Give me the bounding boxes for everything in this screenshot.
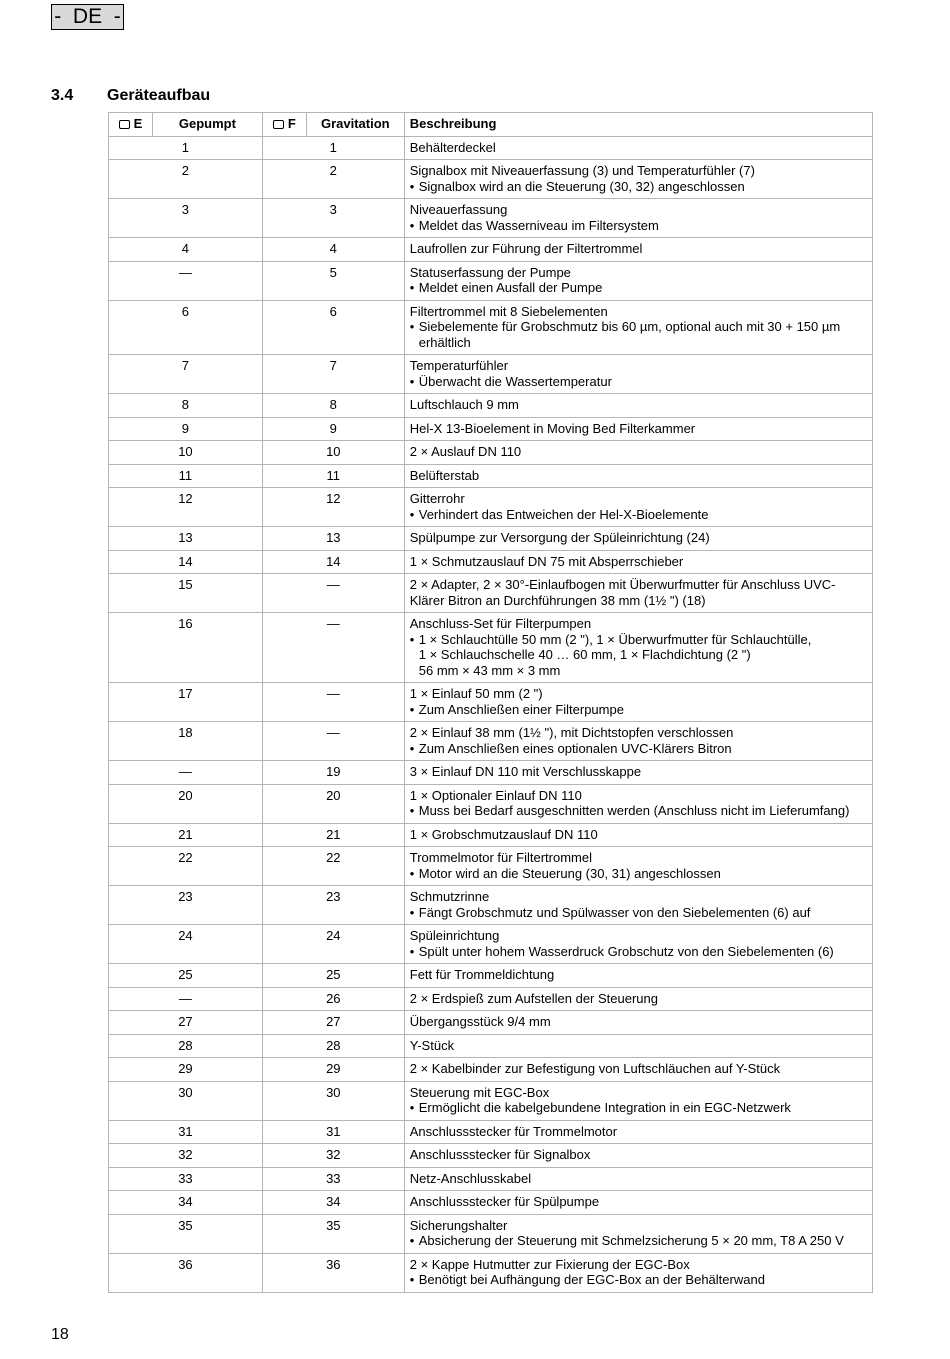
description-line: 2 × Erdspieß zum Aufstellen der Steuerung — [409, 990, 658, 1006]
bullet-text: Benötigt bei Aufhängung der EGC-Box an der Behälterwand — [418, 1272, 765, 1287]
table-header-row — [109, 113, 873, 137]
table-row — [109, 823, 873, 847]
cell-gepumpt: 15 — [109, 574, 263, 613]
table-row — [109, 441, 873, 465]
table-row — [109, 847, 873, 886]
cell-gepumpt: 4 — [109, 238, 263, 262]
table-row — [109, 1144, 873, 1168]
bullet-line — [410, 944, 867, 960]
cell-beschreibung — [404, 683, 872, 722]
cell-beschreibung — [404, 761, 872, 785]
description-line: Spülpumpe zur Versorgung der Spüleinrichtung (24) — [409, 530, 710, 545]
cell-gepumpt: 27 — [109, 1011, 263, 1035]
description-line: Y-Stück — [409, 1037, 455, 1053]
description-line: Steuerung mit EGC-Box — [409, 1084, 550, 1100]
description-line: 2 × Auslauf DN 110 — [409, 444, 522, 459]
header-gepumpt: Gepumpt — [152, 113, 262, 137]
description-line: Anschlussstecker für Signalbox — [409, 1147, 591, 1162]
cell-gravitation: 19 — [262, 761, 404, 785]
cell-beschreibung — [404, 613, 872, 683]
cell-beschreibung — [404, 464, 872, 488]
description-line: Statuserfassung der Pumpe — [409, 264, 571, 280]
cell-gepumpt: 29 — [109, 1058, 263, 1082]
cell-gepumpt: 33 — [109, 1167, 263, 1191]
cell-beschreibung — [404, 355, 872, 394]
description-line: 2 × Adapter, 2 × 30°-Einlaufbogen mit Überwurfmutter für Anschluss UVC- — [409, 577, 836, 592]
cell-gravitation: 29 — [262, 1058, 404, 1082]
table-row — [109, 464, 873, 488]
table-row — [109, 1058, 873, 1082]
cell-gepumpt: — — [109, 261, 263, 300]
description-line: Gitterrohr — [409, 491, 465, 506]
cell-gravitation: 21 — [262, 823, 404, 847]
cell-beschreibung — [404, 238, 872, 262]
table-row — [109, 417, 873, 441]
cell-beschreibung — [404, 847, 872, 886]
bullet-icon: • — [409, 631, 415, 647]
cell-gravitation: 32 — [262, 1144, 404, 1168]
description-line: Klärer Bitron an Durchführungen 38 mm (1½ ") (18) — [409, 592, 706, 608]
cell-gravitation: 7 — [262, 355, 404, 394]
table-row — [109, 300, 873, 355]
cell-beschreibung — [404, 925, 872, 964]
table-row — [109, 160, 873, 199]
table-row — [109, 136, 873, 160]
description-line: Anschluss-Set für Filterpumpen — [409, 616, 592, 631]
cell-gravitation: 6 — [262, 300, 404, 355]
description-line: Hel-X 13-Bioelement in Moving Bed Filterkammer — [409, 420, 696, 436]
cell-gepumpt: 1 — [109, 136, 263, 160]
cell-gravitation: 31 — [262, 1120, 404, 1144]
bullet-line — [410, 218, 867, 234]
table-row — [109, 488, 873, 527]
cell-beschreibung — [404, 722, 872, 761]
cell-gepumpt: 24 — [109, 925, 263, 964]
cell-beschreibung — [404, 300, 872, 355]
cell-gepumpt: 2 — [109, 160, 263, 199]
cell-gravitation: 35 — [262, 1214, 404, 1253]
bullet-line — [410, 905, 867, 921]
table-row — [109, 1011, 873, 1035]
bullet-icon: • — [409, 904, 415, 920]
cell-gepumpt: 11 — [109, 464, 263, 488]
bullet-line — [410, 1233, 867, 1249]
cell-gepumpt: 32 — [109, 1144, 263, 1168]
cell-gepumpt: 7 — [109, 355, 263, 394]
continuation-line: 56 mm × 43 mm × 3 mm — [418, 662, 561, 678]
cell-gravitation: 1 — [262, 136, 404, 160]
bullet-line — [410, 280, 867, 296]
table-row — [109, 1034, 873, 1058]
description-line: Anschlussstecker für Trommelmotor — [409, 1123, 618, 1139]
cell-gravitation: 30 — [262, 1081, 404, 1120]
cell-gepumpt: 9 — [109, 417, 263, 441]
cell-beschreibung — [404, 1253, 872, 1292]
table-row — [109, 1191, 873, 1215]
cell-gepumpt: 16 — [109, 613, 263, 683]
bullet-text: Absicherung der Steuerung mit Schmelzsicherung 5 × 20 mm, T8 A 250 V — [418, 1233, 844, 1248]
bullet-icon: • — [409, 373, 415, 389]
page-number: 18 — [51, 1326, 69, 1343]
cell-gepumpt: 17 — [109, 683, 263, 722]
header-gravitation: Gravitation — [306, 113, 404, 137]
section-number: 3.4 — [51, 87, 74, 104]
cell-beschreibung — [404, 1034, 872, 1058]
section-heading — [51, 87, 210, 105]
bullet-line — [410, 319, 867, 335]
description-line: 3 × Einlauf DN 110 mit Verschlusskappe — [409, 764, 642, 779]
cell-gepumpt: 34 — [109, 1191, 263, 1215]
cell-gravitation: 3 — [262, 199, 404, 238]
cell-gravitation: 8 — [262, 394, 404, 418]
table-row — [109, 550, 873, 574]
bullet-icon: • — [409, 319, 415, 334]
description-line: 2 × Kabelbinder zur Befestigung von Luftschläuchen auf Y-Stück — [409, 1061, 781, 1076]
table-row — [109, 1081, 873, 1120]
cell-beschreibung — [404, 1120, 872, 1144]
cell-beschreibung — [404, 886, 872, 925]
cell-beschreibung — [404, 160, 872, 199]
cell-beschreibung — [404, 823, 872, 847]
cell-gravitation: — — [262, 574, 404, 613]
cell-gepumpt: — — [109, 987, 263, 1011]
bullet-line — [410, 866, 867, 882]
cell-gravitation: 2 — [262, 160, 404, 199]
description-line: Trommelmotor für Filtertrommel — [409, 850, 593, 865]
bullet-text: Signalbox wird an die Steuerung (30, 32) angeschlossen — [418, 178, 745, 194]
bullet-text: Fängt Grobschmutz und Spülwasser von den Siebelementen (6) auf — [418, 904, 811, 920]
table-row — [109, 394, 873, 418]
cell-gravitation: 27 — [262, 1011, 404, 1035]
description-line: Netz-Anschlusskabel — [409, 1170, 532, 1186]
bullet-icon: • — [409, 280, 415, 295]
description-line: 1 × Schmutzauslauf DN 75 mit Absperrschieber — [409, 553, 684, 569]
bullet-line — [410, 507, 867, 523]
cell-beschreibung — [404, 527, 872, 551]
table-row — [109, 574, 873, 613]
cell-gravitation: 10 — [262, 441, 404, 465]
description-line: 1 × Einlauf 50 mm (2 ") — [409, 686, 543, 701]
bullet-text: Muss bei Bedarf ausgeschnitten werden (Anschluss nicht im Lieferumfang) — [418, 803, 850, 818]
header-e: E — [109, 113, 153, 137]
cell-gravitation: 23 — [262, 886, 404, 925]
table-row — [109, 1214, 873, 1253]
header-f: F — [262, 113, 306, 137]
bullet-line — [410, 803, 867, 819]
continuation-line: 1 × Schlauchschelle 40 … 60 mm, 1 × Flachdichtung (2 ") — [418, 647, 751, 662]
table-row — [109, 1253, 873, 1292]
bullet-text: Zum Anschließen eines optionalen UVC-Klärers Bitron — [418, 740, 732, 756]
cell-beschreibung — [404, 1214, 872, 1253]
description-line: Übergangsstück 9/4 mm — [409, 1014, 551, 1029]
bullet-text: 1 × Schlauchtülle 50 mm (2 "), 1 × Überwurfmutter für Schlauchtülle, — [418, 631, 812, 647]
table-row — [109, 722, 873, 761]
cell-gravitation: 26 — [262, 987, 404, 1011]
description-line: Fett für Trommeldichtung — [409, 967, 555, 982]
cell-gravitation: 22 — [262, 847, 404, 886]
description-line: Laufrollen zur Führung der Filtertrommel — [409, 241, 643, 256]
description-line: 2 × Einlauf 38 mm (1½ "), mit Dichtstopfen verschlossen — [409, 725, 734, 740]
bullet-icon: • — [409, 178, 415, 194]
cell-gepumpt: 31 — [109, 1120, 263, 1144]
cell-beschreibung — [404, 1167, 872, 1191]
cell-gepumpt: 23 — [109, 886, 263, 925]
bullet-text: Meldet einen Ausfall der Pumpe — [418, 280, 603, 295]
cell-gepumpt: 12 — [109, 488, 263, 527]
description-line: Luftschlauch 9 mm — [409, 397, 519, 412]
description-line: Schmutzrinne — [409, 889, 490, 904]
header-beschreibung: Beschreibung — [404, 113, 872, 137]
table-row — [109, 683, 873, 722]
cell-gravitation: 12 — [262, 488, 404, 527]
table-row — [109, 987, 873, 1011]
cell-gepumpt: — — [109, 761, 263, 785]
description-line: 2 × Kappe Hutmutter zur Fixierung der EGC-Box — [409, 1256, 690, 1272]
cell-gravitation: 25 — [262, 964, 404, 988]
cell-beschreibung — [404, 784, 872, 823]
cell-gepumpt: 13 — [109, 527, 263, 551]
cell-gravitation: 14 — [262, 550, 404, 574]
cell-gravitation: 36 — [262, 1253, 404, 1292]
table-row — [109, 238, 873, 262]
description-line: 1 × Optionaler Einlauf DN 110 — [409, 787, 582, 803]
description-line: Anschlussstecker für Spülpumpe — [409, 1194, 600, 1209]
cell-beschreibung — [404, 441, 872, 465]
table-row — [109, 1167, 873, 1191]
cell-gepumpt: 10 — [109, 441, 263, 465]
bullet-icon: • — [409, 217, 415, 233]
bullet-text: Zum Anschließen einer Filterpumpe — [418, 701, 624, 717]
table-body — [109, 136, 873, 1292]
cell-beschreibung — [404, 136, 872, 160]
cell-gepumpt: 25 — [109, 964, 263, 988]
bullet-icon: • — [409, 1233, 415, 1248]
cell-gravitation: 33 — [262, 1167, 404, 1191]
section-title: Geräteaufbau — [107, 87, 211, 104]
description-line: Sicherungshalter — [409, 1217, 508, 1233]
bullet-icon: • — [409, 506, 415, 522]
cell-gravitation: 5 — [262, 261, 404, 300]
cell-beschreibung — [404, 394, 872, 418]
cell-gravitation: 9 — [262, 417, 404, 441]
cell-gravitation: 4 — [262, 238, 404, 262]
bullet-icon: • — [409, 803, 415, 818]
table-row — [109, 761, 873, 785]
description-line: Spüleinrichtung — [409, 928, 500, 943]
cell-gepumpt: 18 — [109, 722, 263, 761]
cell-gepumpt: 30 — [109, 1081, 263, 1120]
description-line: Behälterdeckel — [409, 139, 496, 155]
bullet-line — [410, 1100, 867, 1116]
cell-beschreibung — [404, 199, 872, 238]
bullet-icon: • — [409, 701, 415, 717]
table-row — [109, 784, 873, 823]
cell-beschreibung — [404, 1011, 872, 1035]
cell-gepumpt: 3 — [109, 199, 263, 238]
description-line: Niveauerfassung — [409, 202, 508, 217]
description-line: Temperaturfühler — [409, 358, 509, 373]
language-tag: - DE - — [51, 4, 124, 30]
cell-beschreibung — [404, 488, 872, 527]
cell-beschreibung — [404, 417, 872, 441]
cell-gepumpt: 14 — [109, 550, 263, 574]
cell-gepumpt: 35 — [109, 1214, 263, 1253]
table-row — [109, 925, 873, 964]
cell-beschreibung — [404, 1191, 872, 1215]
table-row — [109, 1120, 873, 1144]
bullet-icon: • — [409, 1100, 415, 1115]
description-line: Filtertrommel mit 8 Siebelementen — [409, 303, 608, 319]
checkbox-icon — [273, 120, 284, 129]
bullet-line — [410, 374, 867, 390]
cell-gepumpt: 28 — [109, 1034, 263, 1058]
bullet-line — [410, 741, 867, 757]
bullet-line — [410, 1272, 867, 1288]
table-row — [109, 613, 873, 683]
cell-gravitation: 11 — [262, 464, 404, 488]
cell-gravitation: 13 — [262, 527, 404, 551]
bullet-text: Siebelemente für Grobschmutz bis 60 µm, optional auch mit 30 + 150 µm — [418, 319, 841, 334]
bullet-text: Meldet das Wasserniveau im Filtersystem — [418, 217, 659, 233]
cell-gepumpt: 6 — [109, 300, 263, 355]
description-line: Belüfterstab — [409, 467, 480, 483]
cell-gepumpt: 22 — [109, 847, 263, 886]
description-line: Signalbox mit Niveauerfassung (3) und Temperaturfühler (7) — [409, 163, 755, 178]
cell-beschreibung — [404, 261, 872, 300]
bullet-line — [410, 702, 867, 718]
cell-gepumpt: 20 — [109, 784, 263, 823]
continuation-line: erhältlich — [418, 334, 471, 350]
bullet-icon: • — [409, 865, 415, 881]
bullet-text: Überwacht die Wassertemperatur — [418, 373, 612, 389]
cell-gepumpt: 8 — [109, 394, 263, 418]
table-row — [109, 199, 873, 238]
cell-gravitation: — — [262, 613, 404, 683]
table-row — [109, 261, 873, 300]
cell-beschreibung — [404, 550, 872, 574]
bullet-text: Motor wird an die Steuerung (30, 31) angeschlossen — [418, 865, 721, 881]
cell-gepumpt: 21 — [109, 823, 263, 847]
bullet-text: Verhindert das Entweichen der Hel-X-Bioelemente — [418, 506, 709, 522]
cell-gravitation: 20 — [262, 784, 404, 823]
table-row — [109, 355, 873, 394]
cell-beschreibung — [404, 1144, 872, 1168]
cell-beschreibung — [404, 1081, 872, 1120]
bullet-icon: • — [409, 1272, 415, 1287]
table-row — [109, 886, 873, 925]
table-row — [109, 964, 873, 988]
cell-beschreibung — [404, 574, 872, 613]
parts-table — [108, 112, 873, 1293]
checkbox-icon — [119, 120, 130, 129]
cell-gepumpt: 36 — [109, 1253, 263, 1292]
bullet-line — [410, 632, 867, 648]
cell-gravitation: 34 — [262, 1191, 404, 1215]
cell-gravitation: 28 — [262, 1034, 404, 1058]
bullet-icon: • — [409, 943, 415, 959]
bullet-line — [410, 179, 867, 195]
cell-beschreibung — [404, 964, 872, 988]
bullet-text: Ermöglicht die kabelgebundene Integration in ein EGC-Netzwerk — [418, 1100, 791, 1115]
cell-gravitation: — — [262, 683, 404, 722]
cell-gravitation: — — [262, 722, 404, 761]
cell-beschreibung — [404, 987, 872, 1011]
bullet-text: Spült unter hohem Wasserdruck Grobschutz von den Siebelementen (6) — [418, 943, 834, 959]
cell-gravitation: 24 — [262, 925, 404, 964]
table-row — [109, 527, 873, 551]
bullet-icon: • — [409, 740, 415, 756]
cell-beschreibung — [404, 1058, 872, 1082]
description-line: 1 × Grobschmutzauslauf DN 110 — [409, 826, 598, 842]
